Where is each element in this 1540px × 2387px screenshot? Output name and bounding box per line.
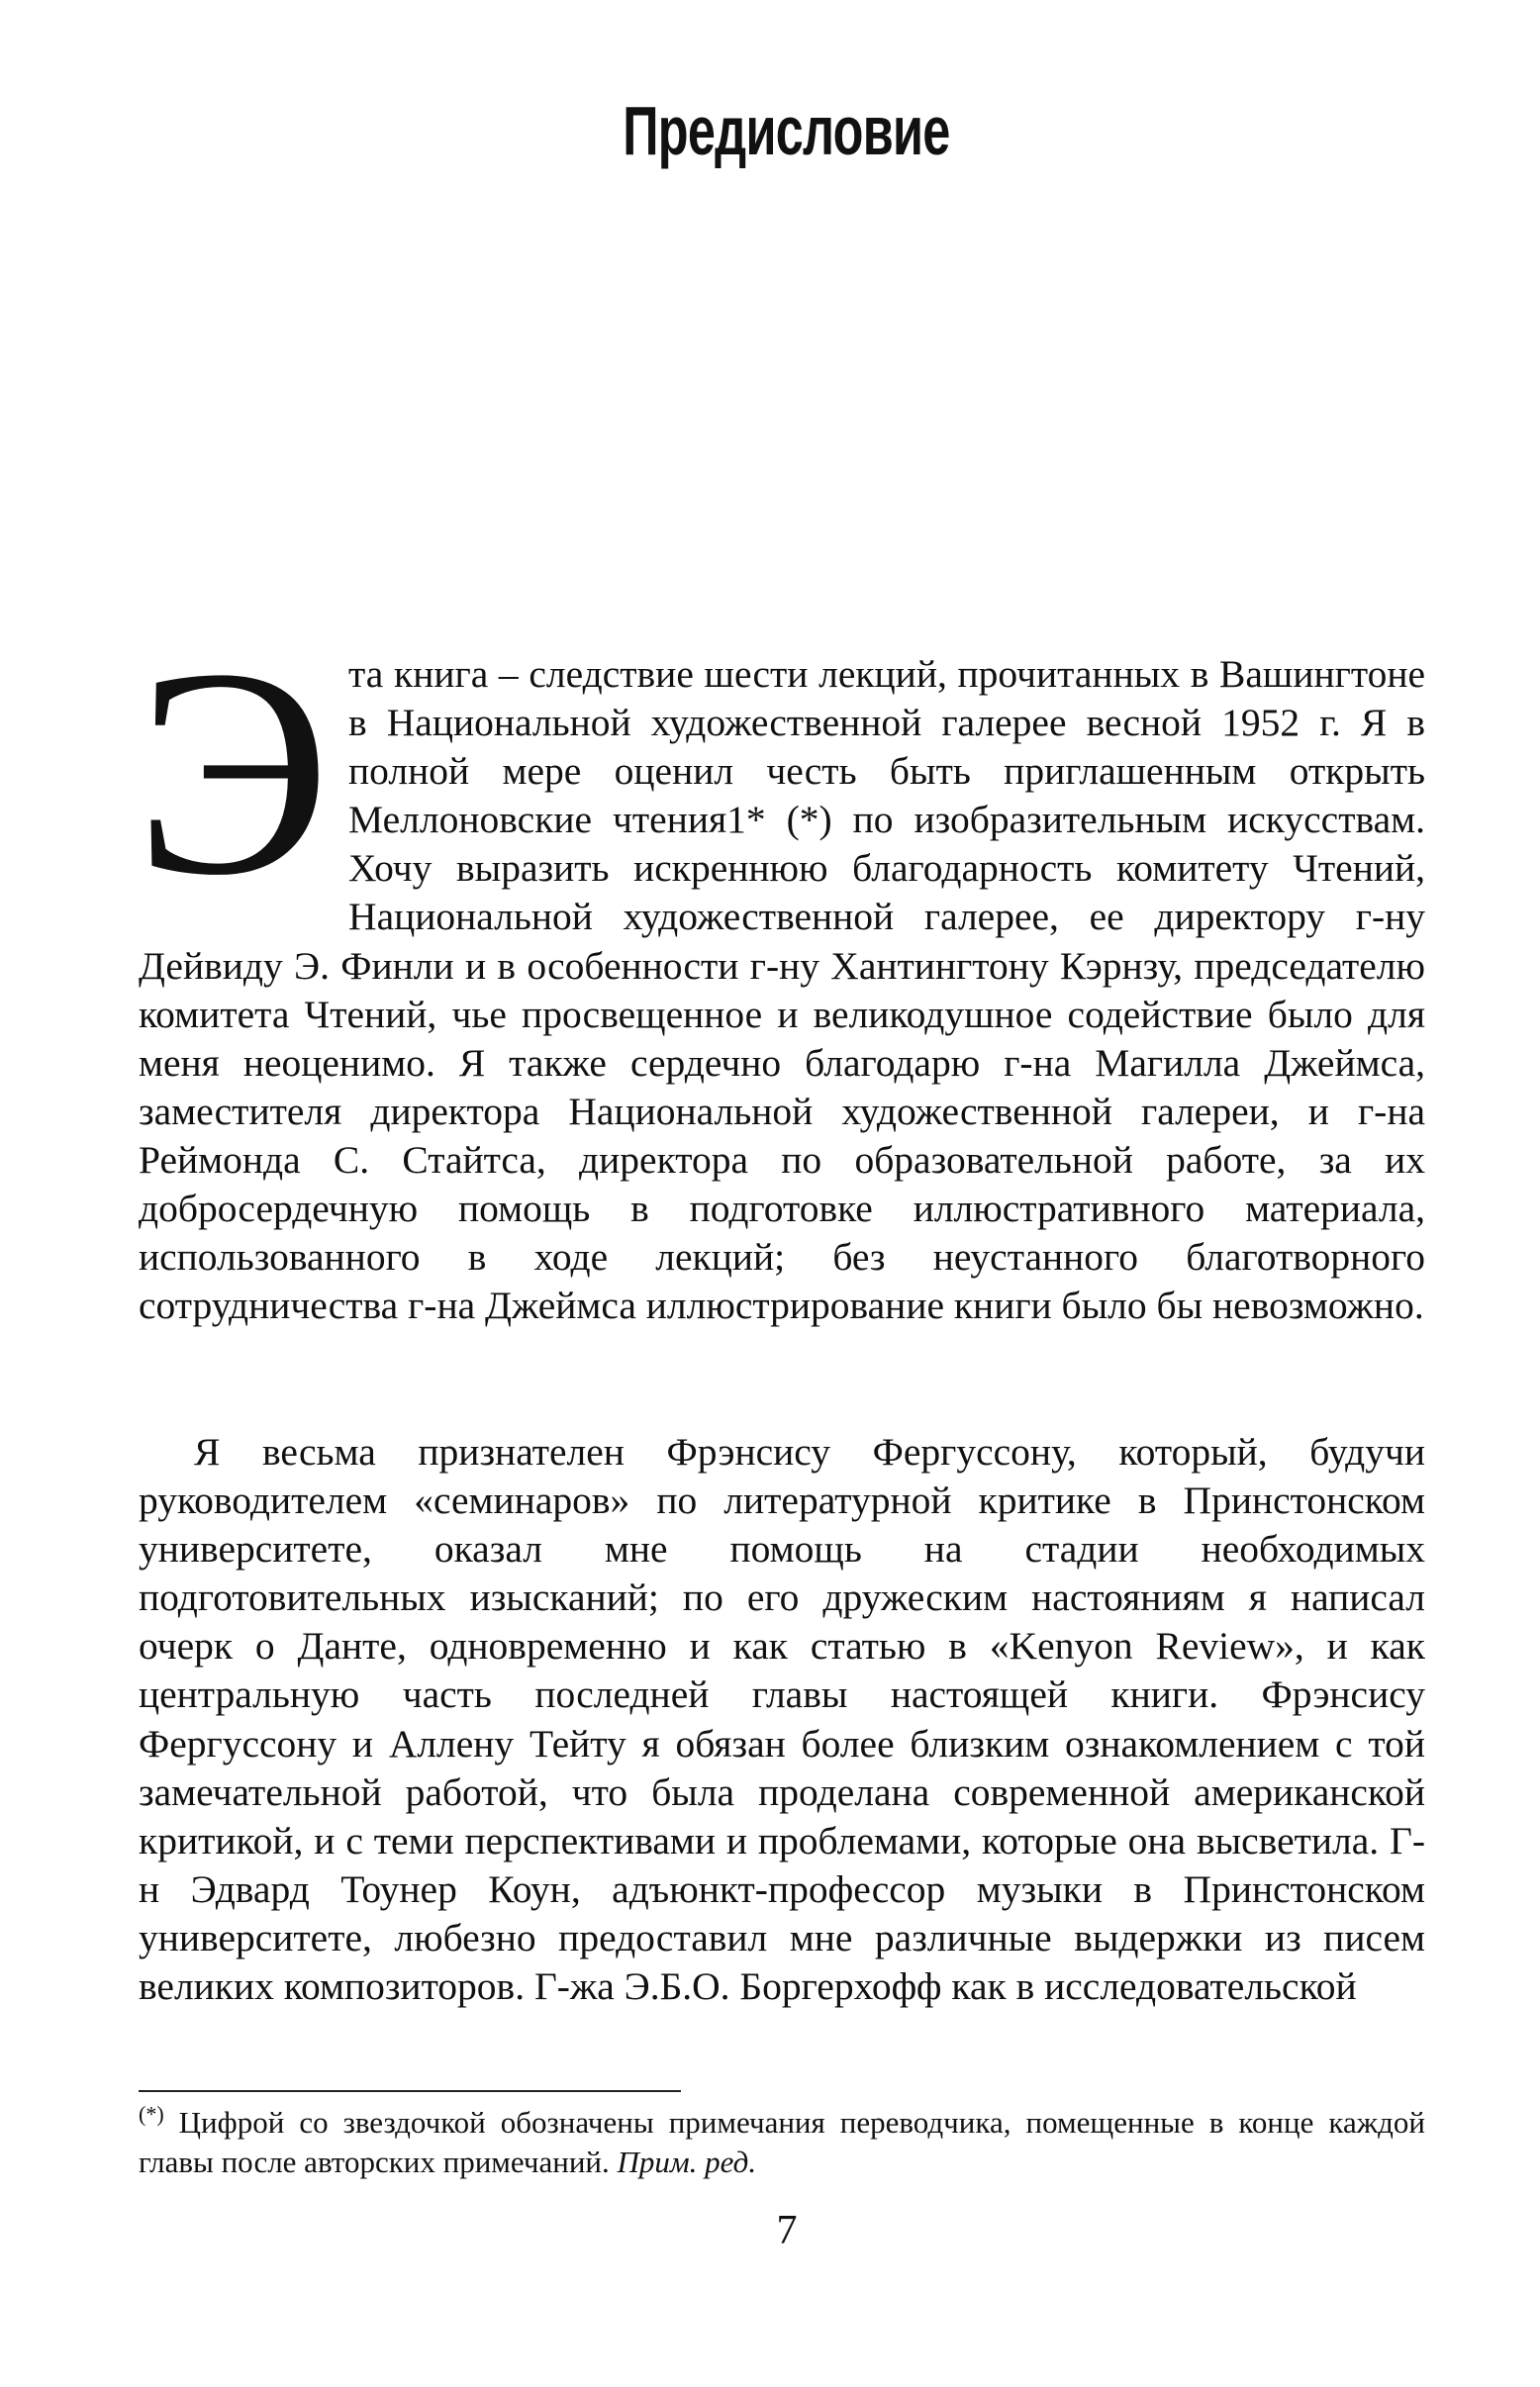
paragraph-2-text: Я весьма признателен Фрэнсису Фергуссону, который, будучи руководителем «семинаров» по литературной критике в Принстонском университете, оказал мне помощь на стадии необходимых подготовительных изысканий; по его дружеским настояниям я написал очерк о Данте, одновременно и как статью в «Kenyon Review», и как центральную часть последней главы настоящей книги. Фрэнсису Фергуссону и Аллену Тейту я обязан более близким ознакомлением с той замечательной работой, что была проделана современной американской критикой, и с теми перспективами и проблемами, которые она высветила. Г-н Эдвард Тоунер Коун, адъюнкт-профессор музыки в Принстонском университете, любезно предоставил мне различные выдержки из писем великих композиторов. Г-жа Э.Б.О. Боргерхофф как в исследовательской — [139, 1430, 1425, 2009]
footnote-text: Цифрой со звездочкой обозначены примечания переводчика, помещенные в конце каждой главы после авторских примечаний. — [139, 2105, 1425, 2179]
drop-cap: Э — [135, 608, 332, 936]
page-number: 7 — [776, 2208, 798, 2253]
footnote — [139, 2103, 1425, 2182]
paragraph-2 — [139, 1428, 1425, 2011]
footnote-attribution: Прим. ред. — [617, 2145, 757, 2179]
footnote-divider — [139, 2090, 681, 2092]
paragraph-1-text: та книга – следствие шести лекций, прочитанных в Вашингтоне в Национальной художественной галерее весной 1952 г. Я в полной мере оценил честь быть приглашенным открыть Меллоновские чтения1* (*) по изобразительным искусствам. Хочу выразить искреннюю благодарность комитету Чтений, Национальной художественной галерее, ее директору г-ну Дейвиду Э. Финли и в особенности г-ну Хантингтону Кэрнзу, председателю комитета Чтений, чье просвещенное и великодушное содействие было для меня неоценимо. Я также сердечно благодарю г-на Магилла Джеймса, заместителя директора Национальной художественной галереи, и г-на Реймонда С. Стайтса, директора по образовательной работе, за их добросердечную помощь в подготовке иллюстративного материала, использованного в ходе лекций; без неустанного благотворного сотрудничества г-на Джеймса иллюстрирование книги было бы невозможно. — [139, 652, 1425, 1328]
paragraph-1 — [135, 608, 1425, 1330]
page-title: Предисловие — [623, 92, 950, 169]
footnote-mark: (*) — [139, 2101, 164, 2127]
